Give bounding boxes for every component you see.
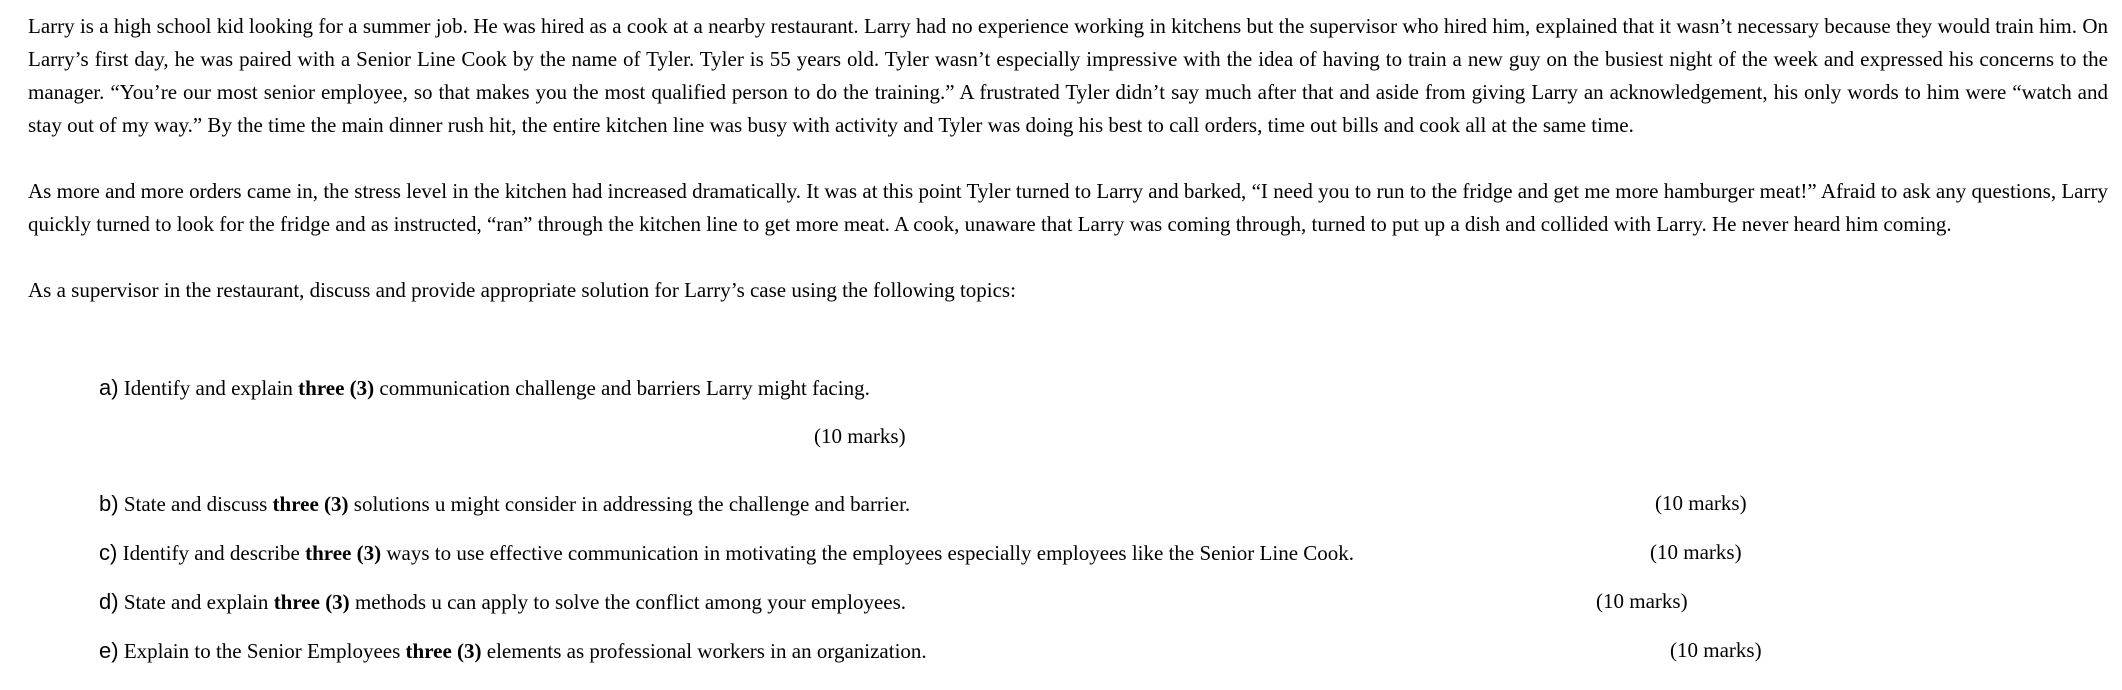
question-text: State and discuss: [118, 492, 273, 516]
question-text: ways to use effective communication in motivating the employees especially employees like the Senior Line Cook.: [381, 541, 1355, 565]
question-letter: d): [99, 589, 119, 614]
question-count: three (3): [405, 639, 482, 663]
question-text: State and explain: [118, 590, 274, 614]
question-text: Identify and describe: [117, 541, 306, 565]
case-study: [28, 10, 2108, 307]
question-letter: b): [99, 491, 119, 516]
question-c: [99, 536, 1354, 570]
question-text: communication challenge and barriers Larry might facing.: [374, 376, 870, 400]
question-a: [99, 371, 870, 405]
question-letter: c): [99, 540, 118, 565]
question-text: Identify and explain: [118, 376, 299, 400]
instruction-text: As a supervisor in the restaurant, discuss and provide appropriate solution for Larry’s case using the following topics:: [28, 278, 1016, 302]
question-text: methods u can apply to solve the conflict among your employees.: [349, 590, 907, 614]
question-letter: e): [99, 638, 119, 663]
question-e: [99, 634, 927, 668]
marks-c: (10 marks): [1650, 540, 1742, 564]
question-d: [99, 585, 906, 619]
question-text: Explain to the Senior Employees: [118, 639, 406, 663]
question-count: three (3): [273, 590, 350, 614]
question-b: [99, 487, 910, 521]
marks-d: (10 marks): [1596, 589, 1688, 613]
case-paragraph-1: Larry is a high school kid looking for a summer job. He was hired as a cook at a nearby restaurant. Larry had no experience working in kitchens but the supervisor who hired him, explained that it wasn’t necessary because they would train him. On Larry’s first day, he was paired with a Senior Line Cook by the name of Tyler. Tyler is 55 years old. Tyler wasn’t especially impressive with the idea of having to train a new guy on the busiest night of the week and expressed his concerns to the manager. “You’re our most senior employee, so that makes you the most qualified person to do the training.” A frustrated Tyler didn’t say much after that and aside from giving Larry an acknowledgement, his only words to him were “watch and stay out of my way.” By the time the main dinner rush hit, the entire kitchen line was busy with activity and Tyler was doing his best to call orders, time out bills and cook all at the same time.: [28, 14, 2108, 137]
question-count: three (3): [298, 376, 375, 400]
marks-b: (10 marks): [1655, 491, 1747, 515]
case-paragraph-2: As more and more orders came in, the stress level in the kitchen had increased dramatically. It was at this point Tyler turned to Larry and barked, “I need you to run to the fridge and get me more hamburger meat!” Afraid to ask any questions, Larry quickly turned to look for the fridge and as instructed, “ran” through the kitchen line to get more meat. A cook, unaware that Larry was coming through, turned to put up a dish and collided with Larry. He never heard him coming.: [28, 179, 2108, 236]
question-count: three (3): [272, 492, 349, 516]
question-letter: a): [99, 375, 119, 400]
question-text: elements as professional workers in an organization.: [481, 639, 927, 663]
question-text: solutions u might consider in addressing the challenge and barrier.: [348, 492, 911, 516]
marks-e: (10 marks): [1670, 638, 1762, 662]
marks-a: (10 marks): [814, 424, 906, 448]
question-count: three (3): [305, 541, 382, 565]
